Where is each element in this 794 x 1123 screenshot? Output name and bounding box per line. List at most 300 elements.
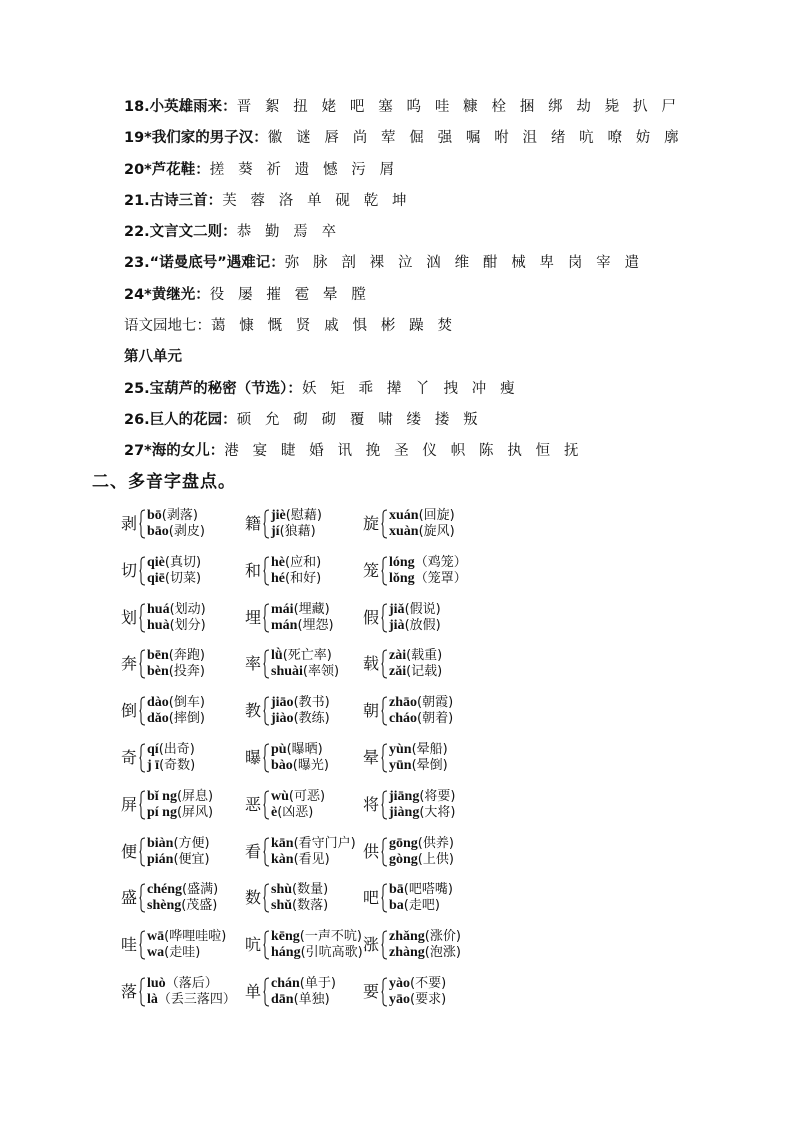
readings <box>147 695 205 727</box>
polyphone-item <box>362 644 442 684</box>
example-word: (教书) <box>293 695 330 711</box>
polyphone-item <box>120 691 205 731</box>
pinyin: chán <box>271 975 300 991</box>
readings <box>389 976 446 1008</box>
polyphone-character: 切 <box>120 560 137 580</box>
reading <box>147 882 218 898</box>
pinyin: jiàng <box>389 804 420 820</box>
example-word: (不要) <box>410 975 447 991</box>
lesson-title: 21.古诗三首： <box>124 192 223 209</box>
example-word: （鸡笼） <box>414 554 467 570</box>
reading <box>147 695 205 711</box>
readings <box>271 836 356 868</box>
pinyin: jiè <box>271 508 286 523</box>
example-word: (走吧) <box>403 898 440 914</box>
lesson-title: 20*芦花鞋： <box>124 161 210 178</box>
reading <box>271 571 321 587</box>
example-word: (凶恶) <box>277 804 314 820</box>
readings <box>147 976 236 1008</box>
reading <box>147 805 213 821</box>
reading <box>389 602 441 618</box>
brace-icon <box>381 696 388 726</box>
reading <box>389 976 446 992</box>
example-word: (哗哩哇啦) <box>164 929 227 945</box>
polyphone-item <box>362 972 446 1012</box>
reading <box>389 571 467 587</box>
pinyin: lǒng <box>389 570 415 586</box>
example-word: (旋风) <box>418 524 455 539</box>
example-word: (一声不吭) <box>299 929 362 945</box>
brace-icon <box>381 977 388 1007</box>
reading <box>271 852 356 868</box>
polyphone-item <box>120 551 201 591</box>
pinyin: bǐ ng <box>147 788 177 804</box>
brace-icon <box>381 509 388 539</box>
brace-icon <box>263 977 270 1007</box>
polyphone-item <box>120 878 218 918</box>
lesson-characters: 妖 矩 乖 撵 丫 拽 冲 瘦 <box>301 380 520 397</box>
example-word: (载重) <box>406 648 443 664</box>
polyphone-item <box>120 738 195 778</box>
polyphone-character: 划 <box>120 607 137 627</box>
pinyin: wā <box>147 929 165 945</box>
readings <box>389 929 461 961</box>
reading <box>389 742 448 758</box>
polyphone-item <box>244 644 339 684</box>
lesson-line <box>124 186 764 217</box>
polyphone-item <box>244 551 321 591</box>
polyphone-item <box>362 878 453 918</box>
readings <box>147 789 213 821</box>
pinyin: qiè <box>147 554 165 570</box>
reading <box>389 711 453 727</box>
polyphone-character: 曝 <box>244 747 261 767</box>
readings <box>389 555 467 587</box>
reading <box>147 976 236 992</box>
pinyin: bēn <box>147 648 169 664</box>
pinyin: jià <box>389 617 405 633</box>
polyphone-item <box>244 738 329 778</box>
brace-icon <box>139 790 146 820</box>
polyphone-item <box>120 832 210 872</box>
pinyin: huá <box>147 601 170 617</box>
example-word: （笼罩） <box>414 570 467 586</box>
example-word: (回旋) <box>418 508 455 523</box>
polyphone-character: 便 <box>120 841 137 861</box>
lesson-line <box>124 123 764 154</box>
example-word: (走哇) <box>164 945 201 961</box>
polyphone-item <box>120 785 213 825</box>
readings <box>271 882 328 914</box>
reading <box>147 711 205 727</box>
readings <box>147 602 206 634</box>
polyphone-character: 数 <box>244 888 261 908</box>
example-word: (投奔) <box>168 664 205 680</box>
reading <box>271 664 339 680</box>
pinyin: qiē <box>147 570 165 586</box>
example-word: (看守门户) <box>293 835 356 851</box>
brace-icon <box>139 696 146 726</box>
example-word: (慰藉) <box>285 508 322 523</box>
brace-icon <box>139 556 146 586</box>
polyphone-item <box>120 644 205 684</box>
example-word: (屏风) <box>176 804 214 820</box>
polyphone-character: 埋 <box>244 607 261 627</box>
polyphone-row <box>120 832 760 879</box>
brace-icon <box>139 977 146 1007</box>
lesson-title: 18.小英雄雨来： <box>124 99 237 115</box>
polyphone-character: 要 <box>362 981 379 1001</box>
reading <box>147 571 201 587</box>
pinyin: dǎo <box>147 711 169 727</box>
example-word: (涨价) <box>424 929 461 945</box>
pinyin: zài <box>389 648 407 664</box>
pinyin: xuàn <box>389 524 419 539</box>
reading <box>389 555 467 571</box>
readings <box>271 602 334 634</box>
lesson-title: 27*海的女儿： <box>124 443 225 460</box>
brace-icon <box>381 556 388 586</box>
example-word: (奇数) <box>159 757 196 773</box>
example-word: (单独) <box>293 991 330 1007</box>
example-word: (切菜) <box>164 570 202 586</box>
polyphone-character: 奔 <box>120 654 137 674</box>
lesson-title: 25.宝葫芦的秘密（节选）： <box>124 380 302 397</box>
example-word: (朝霞) <box>417 695 454 711</box>
example-word: (曝光) <box>292 757 329 773</box>
readings <box>271 648 339 680</box>
reading <box>389 648 442 664</box>
example-word: (数落) <box>292 898 329 914</box>
reading <box>271 602 334 618</box>
pinyin: chéng <box>147 882 182 898</box>
lesson-title: 语文园地七： <box>124 318 211 335</box>
polyphone-item <box>120 972 236 1012</box>
example-word: (曝晒) <box>286 741 323 757</box>
example-word: (埋怨) <box>297 617 334 633</box>
example-word: (看见) <box>293 851 330 867</box>
polyphone-item <box>244 785 325 825</box>
brace-icon <box>139 883 146 913</box>
pinyin: shuài <box>271 664 303 680</box>
lesson-characters: 硕 允 砌 砌 覆 啸 缕 搂 叛 <box>236 411 483 428</box>
reading <box>147 789 213 805</box>
polyphone-row <box>120 644 760 691</box>
example-word: (屏息) <box>176 788 214 804</box>
example-word: （丢三落四） <box>157 991 236 1007</box>
brace-icon <box>139 603 146 633</box>
polyphone-character: 看 <box>244 841 261 861</box>
brace-icon <box>263 790 270 820</box>
reading <box>389 524 455 540</box>
reading <box>147 852 210 868</box>
polyphone-character: 率 <box>244 654 261 674</box>
example-word: (出奇) <box>158 741 195 757</box>
reading <box>147 602 206 618</box>
readings <box>271 555 321 587</box>
example-word: （落后） <box>165 975 218 991</box>
reading <box>147 992 236 1008</box>
polyphone-character: 哇 <box>120 935 137 955</box>
reading <box>147 618 206 634</box>
reading <box>389 758 448 774</box>
reading <box>147 945 226 961</box>
example-word: (和好) <box>285 570 322 586</box>
reading <box>271 758 329 774</box>
reading <box>389 898 453 914</box>
reading <box>271 711 330 727</box>
readings <box>147 742 195 774</box>
reading <box>271 742 329 758</box>
reading <box>271 976 336 992</box>
pinyin: jí <box>271 524 280 539</box>
example-word: (摔倒) <box>168 711 205 727</box>
polyphone-character: 涨 <box>362 935 379 955</box>
polyphone-character: 倒 <box>120 701 137 721</box>
lesson-title: 23.“诺曼底号”遇难记： <box>124 255 285 272</box>
lesson-line <box>124 280 764 311</box>
readings <box>271 742 329 774</box>
pinyin: j ī <box>147 757 160 773</box>
pinyin: lóng <box>389 554 415 570</box>
brace-icon <box>381 930 388 960</box>
example-word: (率领) <box>302 664 340 680</box>
pinyin: wa <box>147 945 165 961</box>
readings <box>389 882 453 914</box>
readings <box>389 789 456 821</box>
example-word: (方便) <box>173 835 210 851</box>
example-word: (放假) <box>404 617 441 633</box>
pinyin: xuán <box>389 508 419 523</box>
reading <box>271 524 322 540</box>
polyphone-item <box>244 504 322 544</box>
lesson-line <box>124 436 764 467</box>
example-word: (单于) <box>299 975 336 991</box>
readings <box>147 508 205 540</box>
polyphone-character: 假 <box>362 607 379 627</box>
brace-icon <box>381 837 388 867</box>
polyphone-row <box>120 504 760 551</box>
pinyin: dān <box>271 991 294 1007</box>
polyphone-character: 和 <box>244 560 261 580</box>
reading <box>147 664 205 680</box>
example-word: (茂盛) <box>181 898 218 914</box>
brace-icon <box>263 649 270 679</box>
polyphone-row <box>120 691 760 738</box>
reading <box>271 898 328 914</box>
pinyin: bào <box>271 757 293 773</box>
example-word: (记载) <box>406 664 443 680</box>
reading <box>389 836 454 852</box>
pinyin: kān <box>271 835 294 851</box>
lesson-characters: 恭 勤 焉 卒 <box>236 224 341 241</box>
brace-icon <box>263 696 270 726</box>
polyphone-item <box>244 972 336 1012</box>
reading <box>147 758 195 774</box>
readings <box>147 555 201 587</box>
polyphone-character: 盛 <box>120 888 137 908</box>
example-word: (剥皮) <box>168 524 205 539</box>
example-word: (死亡率) <box>282 648 332 664</box>
lesson-line <box>124 374 764 405</box>
lesson-title: 第八单元 <box>124 349 182 366</box>
example-word: (数量) <box>292 882 329 898</box>
example-word: (奔跑) <box>168 648 205 664</box>
example-word: (引吭高歌) <box>300 945 363 961</box>
example-word: (要求) <box>410 991 447 1007</box>
lesson-line <box>124 92 764 123</box>
polyphone-row <box>120 738 760 785</box>
readings <box>389 742 448 774</box>
brace-icon <box>381 743 388 773</box>
section-title: 二、多音字盘点。 <box>92 472 236 492</box>
reading <box>389 618 441 634</box>
brace-icon <box>263 556 270 586</box>
reading <box>389 852 454 868</box>
reading <box>147 929 226 945</box>
polyphone-character: 载 <box>362 654 379 674</box>
polyphone-item <box>120 598 206 638</box>
polyphone-item <box>244 832 356 872</box>
polyphone-character: 教 <box>244 701 261 721</box>
polyphone-item <box>362 785 456 825</box>
brace-icon <box>381 649 388 679</box>
readings <box>389 602 441 634</box>
polyphone-row <box>120 925 760 972</box>
pinyin: pián <box>147 851 174 867</box>
pinyin: bō <box>147 508 162 523</box>
reading <box>271 618 334 634</box>
lesson-characters: 蔼 慷 慨 贤 戚 惧 彬 躁 焚 <box>211 318 457 335</box>
example-word: (剥落) <box>161 508 198 523</box>
reading <box>389 695 453 711</box>
lesson-characters: 芙 蓉 洛 单 砚 乾 坤 <box>222 192 412 209</box>
reading <box>147 742 195 758</box>
example-word: (便宜) <box>173 851 210 867</box>
readings <box>147 929 226 961</box>
lesson-characters: 港 宴 睫 婚 讯 挽 圣 仪 帜 陈 执 恒 抚 <box>224 443 584 460</box>
reading <box>147 555 201 571</box>
lesson-title: 22.文言文二则： <box>124 224 237 241</box>
reading <box>271 945 363 961</box>
brace-icon <box>139 837 146 867</box>
pinyin: dào <box>147 695 169 711</box>
pinyin: shǔ <box>271 898 293 914</box>
polyphone-item <box>362 598 441 638</box>
pinyin: shèng <box>147 898 182 914</box>
lesson-title: 26.巨人的花园： <box>124 411 237 428</box>
pinyin: è <box>271 804 278 820</box>
brace-icon <box>139 930 146 960</box>
pinyin: yào <box>389 975 410 991</box>
brace-icon <box>381 603 388 633</box>
lesson-characters: 徽 谜 唇 尚 荤 倔 强 嘱 咐 沮 绪 吭 嘹 妨 廓 <box>267 130 684 147</box>
polyphone-item <box>120 504 205 544</box>
lesson-characters: 役 屡 摧 雹 晕 膛 <box>209 286 371 303</box>
readings <box>147 836 210 868</box>
example-word: (大将) <box>419 804 456 820</box>
pinyin: luò <box>147 975 166 991</box>
polyphone-row <box>120 972 760 1019</box>
lesson-title: 19*我们家的男子汉： <box>124 130 268 147</box>
lesson-line <box>124 155 764 186</box>
polyphone-item <box>362 691 453 731</box>
pinyin: zǎi <box>389 664 407 680</box>
example-word: (可恶) <box>288 788 326 804</box>
readings <box>147 882 218 914</box>
pinyin: pù <box>271 741 287 757</box>
polyphone-grid <box>120 504 760 1019</box>
reading <box>389 508 455 524</box>
example-word: (晕倒) <box>411 757 448 773</box>
reading <box>389 882 453 898</box>
reading <box>147 648 205 664</box>
readings <box>271 695 330 727</box>
example-word: (盛满) <box>182 882 219 898</box>
pinyin: kàn <box>271 851 294 867</box>
brace-icon <box>139 509 146 539</box>
polyphone-character: 朝 <box>362 701 379 721</box>
pinyin: jiāo <box>271 695 294 711</box>
readings <box>389 695 453 727</box>
polyphone-character: 笼 <box>362 560 379 580</box>
readings <box>147 648 205 680</box>
polyphone-item <box>362 504 455 544</box>
pinyin: jiào <box>271 711 294 727</box>
lesson-characters: 弥 脉 剖 裸 泣 汹 维 酣 械 卑 岗 宰 遣 <box>284 255 644 272</box>
lesson-line <box>124 217 764 248</box>
readings <box>271 929 363 961</box>
example-word: (真切) <box>164 554 202 570</box>
polyphone-item <box>244 878 328 918</box>
reading <box>147 524 205 540</box>
example-word: (吧嗒嘴) <box>403 882 453 898</box>
polyphone-row <box>120 878 760 925</box>
brace-icon <box>263 743 270 773</box>
reading <box>271 789 325 805</box>
readings <box>271 976 336 1008</box>
brace-icon <box>263 930 270 960</box>
pinyin: kēng <box>271 929 300 945</box>
pinyin: ba <box>389 898 404 914</box>
example-word: (狼藉) <box>279 524 316 539</box>
pinyin: hè <box>271 554 285 570</box>
brace-icon <box>263 509 270 539</box>
lesson-characters: 搓 葵 祈 遗 憾 污 屑 <box>209 161 399 178</box>
reading <box>389 789 456 805</box>
readings <box>389 836 454 868</box>
readings <box>271 789 325 821</box>
pinyin: jiāng <box>389 788 420 804</box>
polyphone-character: 将 <box>362 794 379 814</box>
pinyin: zhàng <box>389 945 425 961</box>
polyphone-row <box>120 785 760 832</box>
reading <box>271 805 325 821</box>
pinyin: là <box>147 991 158 1007</box>
example-word: (朝着) <box>417 711 454 727</box>
polyphone-row <box>120 551 760 598</box>
reading <box>271 695 330 711</box>
pinyin: hé <box>271 570 285 586</box>
brace-icon <box>263 837 270 867</box>
polyphone-item <box>120 925 226 965</box>
example-word: (应和) <box>285 554 322 570</box>
pinyin: háng <box>271 945 301 961</box>
polyphone-item <box>362 925 461 965</box>
lesson-line <box>124 311 764 342</box>
polyphone-character: 单 <box>244 981 261 1001</box>
reading <box>147 836 210 852</box>
